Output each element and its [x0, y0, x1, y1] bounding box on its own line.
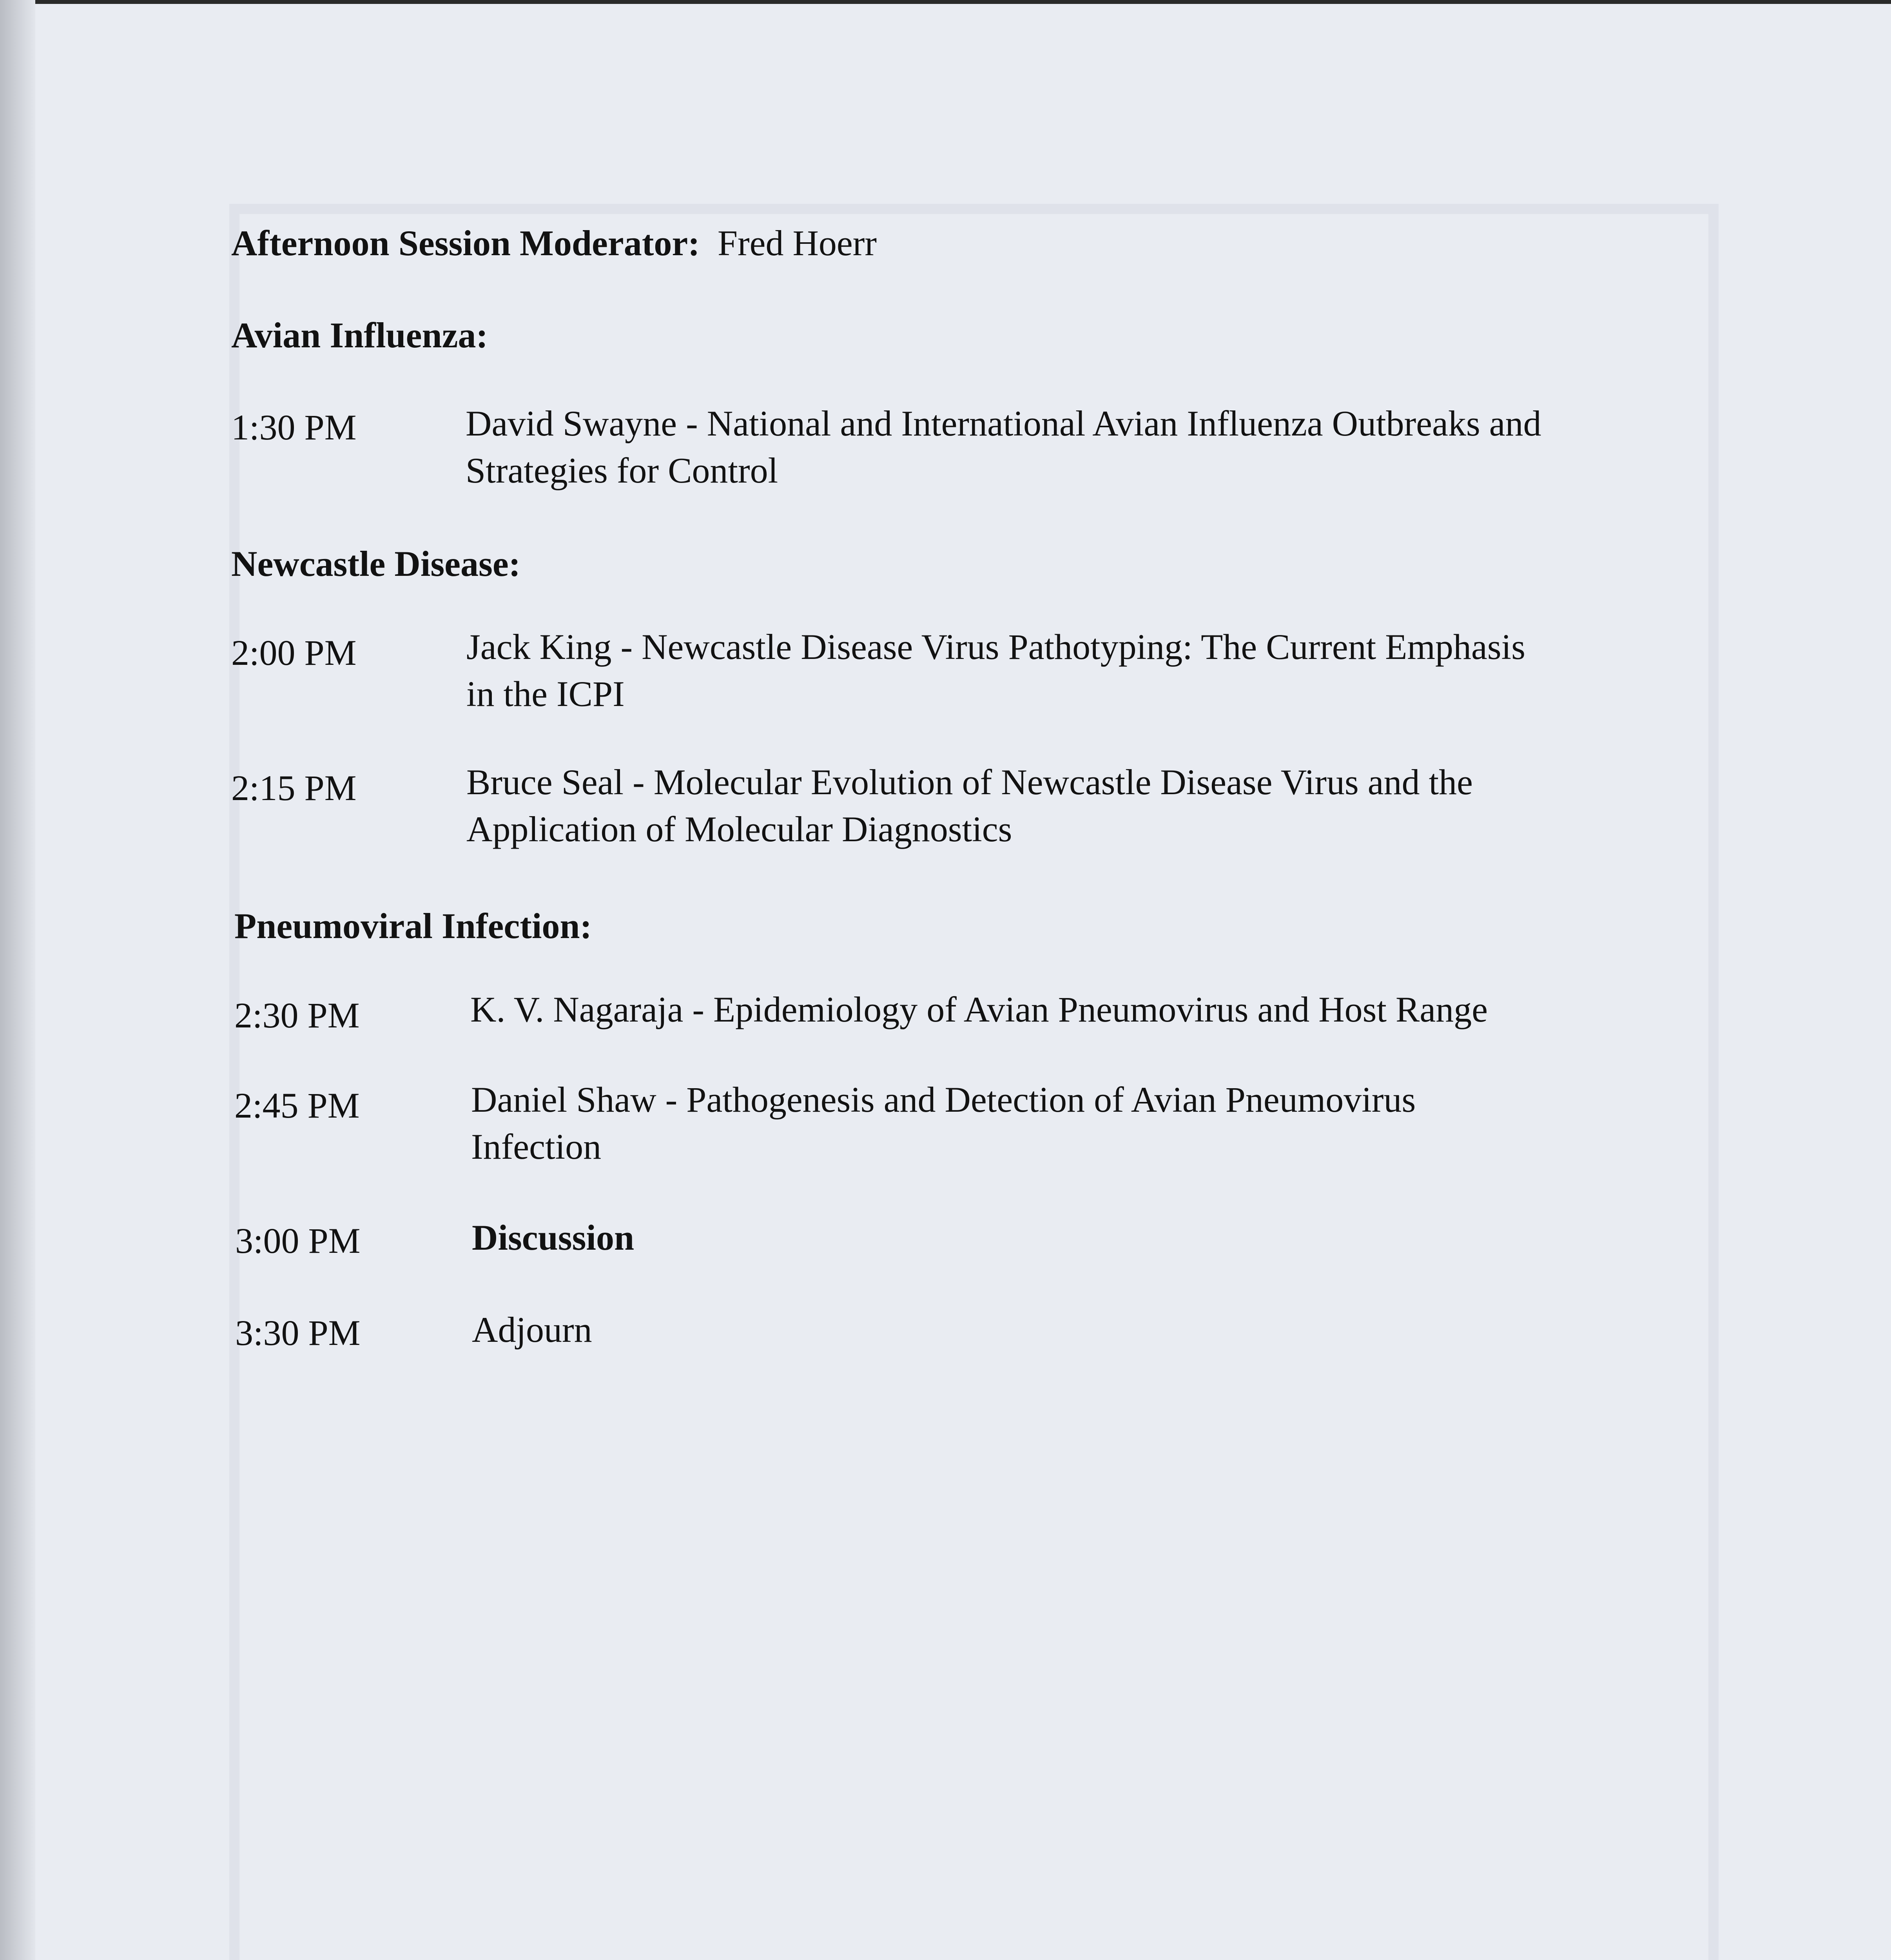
session-time: 2:45 PM	[234, 1085, 360, 1125]
session-description-line: David Swayne - National and International Avian Influenza Outbreaks and	[466, 403, 1541, 443]
session-description	[472, 1306, 592, 1353]
session-description	[466, 623, 1525, 717]
section-heading-pneumoviral-infection: Pneumoviral Infection:	[234, 906, 592, 946]
session-description	[466, 759, 1473, 853]
moderator-line	[231, 220, 877, 267]
session-description-line: Strategies for Control	[466, 450, 778, 490]
session-time: 2:15 PM	[231, 768, 357, 808]
session-time: 3:30 PM	[235, 1313, 361, 1353]
moderator-label: Afternoon Session Moderator:	[231, 223, 700, 263]
session-time: 1:30 PM	[231, 407, 357, 447]
session-description-line: Adjourn	[472, 1310, 592, 1350]
session-time: 2:30 PM	[234, 995, 360, 1035]
moderator-name: Fred Hoerr	[717, 223, 877, 263]
session-description-line: Discussion	[472, 1218, 635, 1258]
session-description	[466, 400, 1541, 494]
session-description-line: K. V. Nagaraja - Epidemiology of Avian Pneumovirus and Host Range	[470, 989, 1488, 1029]
session-description	[470, 986, 1488, 1033]
session-description-line: Application of Molecular Diagnostics	[466, 809, 1012, 849]
session-description-line: Bruce Seal - Molecular Evolution of Newcastle Disease Virus and the	[466, 762, 1473, 802]
session-time: 3:00 PM	[235, 1221, 361, 1261]
session-description-line: Infection	[471, 1127, 602, 1167]
section-heading-avian-influenza: Avian Influenza:	[231, 315, 488, 355]
session-description-line: Jack King - Newcastle Disease Virus Pathotyping: The Current Emphasis	[466, 627, 1526, 667]
section-heading-newcastle-disease: Newcastle Disease:	[231, 544, 521, 584]
session-description-line: in the ICPI	[466, 674, 625, 714]
session-description-line: Daniel Shaw - Pathogenesis and Detection of Avian Pneumovirus	[471, 1080, 1416, 1120]
session-time: 2:00 PM	[231, 633, 357, 673]
session-description	[472, 1214, 634, 1261]
session-description	[471, 1076, 1416, 1170]
